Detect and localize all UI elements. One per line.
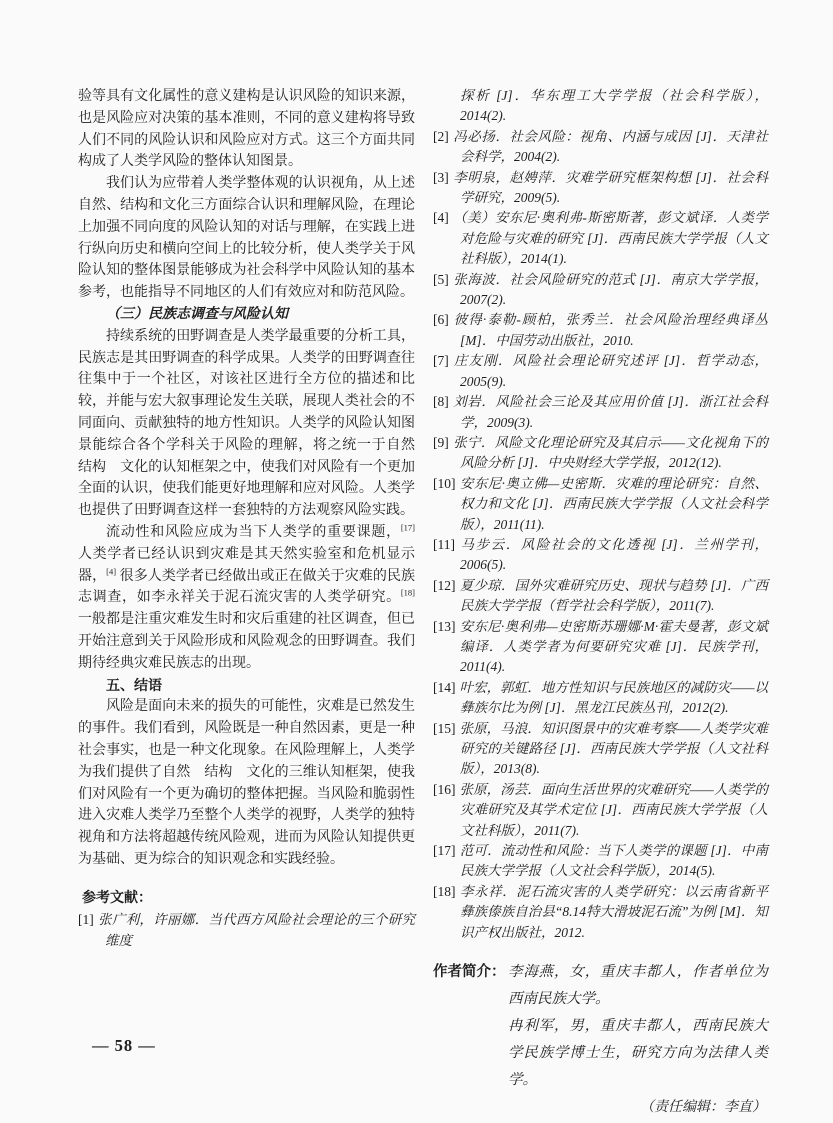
section-heading-ethnography: （三）民族志调查与风险认知 — [106, 306, 288, 322]
reference-text: 彼得·泰勒-顾柏，张秀兰．社会风险治理经典译丛 [M]．中国劳动出版社，2010. — [452, 312, 768, 348]
reference-item-1 — [78, 910, 415, 951]
reference-number: [5] — [433, 271, 449, 287]
reference-item-1-continuation — [433, 86, 768, 127]
citation-superscript-17: [17] — [400, 522, 415, 533]
two-column-body — [78, 86, 768, 1120]
section-heading-conclusion: 五、结语 — [106, 676, 162, 693]
reference-item-9 — [433, 433, 768, 474]
reference-item-15 — [433, 719, 768, 780]
reference-item-13 — [433, 617, 768, 678]
citation-superscript-18: [18] — [400, 587, 415, 598]
reference-text: 庄友刚．风险社会理论研究述评 [J]．哲学动态，2005(9). — [452, 353, 768, 389]
paragraph-holistic-view: 我们认为应带着人类学整体观的认识视角，从上述自然、结构和文化三方面综合认识和理解风险，在理论上加强不同向度的风险认知的对话与理解，在实践上进行纵向历史和横向空间上的比较分析，使人类学关于风险认知的整体图景能够成为社会科学中风险认知的基本参考，也能指导不同地区的人们有效应对和防范风险。 — [78, 176, 415, 301]
page-number: — 58 — — [92, 1036, 156, 1055]
reference-text: 李永祥．泥石流灾害的人类学研究：以云南省新平彝族傣族自治县“8.14特大滑坡泥石流”为例 [M]．知识产权出版社，2012. — [459, 883, 768, 940]
reference-number: [8] — [433, 394, 449, 410]
reference-number: [12] — [433, 577, 456, 593]
reference-text: 冯必扬．社会风险：视角、内涵与成因 [J]．天津社会科学，2004(2). — [452, 128, 768, 165]
reference-number: [16] — [433, 781, 456, 797]
reference-number: [13] — [433, 618, 456, 634]
reference-number: [9] — [433, 434, 449, 450]
paragraph-continuation: 验等具有文化属性的意义建构是认识风险的知识来源，也是风险应对决策的基本准则，不同的意义建构将导致人们不同的风险认识和风险应对方式。这三个方面共同构成了人类学风险的整体认知图景。 — [78, 89, 415, 170]
reference-text: 刘岩．风险社会三论及其应用价值 [J]．浙江社会科学，2009(3). — [452, 394, 768, 430]
paragraph-text: 很多人类学者已经做出或正在做关于灾难的民族志调查，如李永祥关于泥石流灾害的人类学研究。 — [78, 568, 416, 606]
reference-text: 张宁．风险文化理论研究及其启示——文化视角下的风险分析 [J]．中央财经大学学报，2012(12). — [452, 434, 768, 471]
left-column — [78, 86, 429, 1120]
right-column — [433, 86, 768, 1120]
reference-text: 安东尼·奥利弗—史密斯苏珊娜·M·霍夫曼著，彭文斌编译．人类学者为何要研究灾难 [J]．民族学刊，2011(4). — [459, 618, 768, 675]
reference-item-18 — [433, 882, 768, 943]
author-bio-entry-2: 冉利军，男，重庆丰都人，西南民族大学民族学博士生，研究方向为法律人类学。 — [508, 1018, 768, 1089]
reference-number: [17] — [433, 843, 456, 859]
reference-text: 叶宏，郭虹．地方性知识与民族地区的减防灾——以彝族尔比为例 [J]．黑龙江民族丛刊，2012(2). — [459, 679, 768, 716]
citation-superscript-4: [4] — [106, 565, 117, 576]
reference-item-7 — [433, 351, 768, 392]
reference-item-8 — [433, 392, 768, 433]
reference-text: 张原，马浪．知识图景中的灾难考察——人类学灾难研究的关键路径 [J]．西南民族大学学报（人文社科版），2013(8). — [459, 720, 768, 777]
reference-number: [15] — [433, 720, 456, 736]
reference-item-16 — [433, 780, 768, 841]
paragraph-text: 人类学者已经认识到灾难是其天然实验室和危机显示器， — [78, 546, 415, 584]
reference-item-10 — [433, 474, 768, 535]
paragraph-conclusion: 风险是面向未来的损失的可能性，灾难是已然发生的事件。我们看到，风险既是一种自然因素，更是一种社会事实，也是一种文化现象。在风险理解上，人类学为我们提供了自然 结构 文化的三维认知框架，使我们对风险有一个更为确切的整体把握。当风险和脆弱性进入灾难人类学乃至整个人类学的视野，人类学的独特视角和方法将超越传统风险观，进而为风险认知提供更为基础、更为综合的知识观念和实践经验。 — [78, 699, 415, 867]
reference-number: [2] — [433, 128, 449, 144]
author-bio — [433, 959, 768, 1094]
reference-number: [6] — [433, 312, 449, 328]
reference-item-6 — [433, 310, 768, 351]
reference-item-11 — [433, 535, 768, 576]
references-heading: 参考文献： — [82, 888, 152, 905]
paragraph-mobility-risk — [78, 522, 415, 675]
reference-item-12 — [433, 576, 768, 617]
reference-item-5 — [433, 270, 768, 311]
reference-text: 张原，汤芸．面向生活世界的灾难研究——人类学的灾难研究及其学术定位 [J]．西南民族大学学报（人文社科版），2011(7). — [459, 781, 768, 838]
reference-number: [1] — [78, 912, 94, 928]
reference-number: [11] — [433, 536, 455, 552]
reference-item-4 — [433, 208, 768, 269]
reference-text: 张海波．社会风险研究的范式 [J]．南京大学学报，2007(2). — [452, 271, 768, 308]
reference-number: [4] — [433, 210, 449, 226]
reference-number: [18] — [433, 883, 456, 899]
reference-number: [3] — [433, 169, 449, 185]
reference-text: 范可．流动性和风险：当下人类学的课题 [J]．中南民族大学学报（人文社会科学版），2014(5). — [459, 843, 768, 879]
author-bio-label: 作者简介： — [433, 964, 506, 981]
reference-text: 张广利，许丽娜．当代西方风险社会理论的三个研究维度 — [97, 912, 415, 948]
reference-text: 夏少琼．国外灾难研究历史、现状与趋势 [J]．广西民族大学学报（哲学社会科学版），2011(7). — [459, 577, 768, 614]
paragraph-fieldwork: 持续系统的田野调查是人类学最重要的分析工具，民族志是其田野调查的科学成果。人类学的田野调查往往集中于一个社区，对该社区进行全方位的描述和比较，并能与宏大叙事理论发生关联，展现人类社会的不同面向、贡献独特的地方性知识。人类学的风险认知图景能综合各个学科关于风险的理解，将之统一于自然 结构 文化的认知框架之中，使我们对风险有一个更加全面的认识，使我们能更好地理解和应对风险。人类学也提供了田野调查这样一套独特的方法观察风险实践。 — [78, 328, 429, 519]
reference-text: 安东尼·奥立佛—史密斯．灾难的理论研究：自然、权力和文化 [J]．西南民族大学学报（人文社会科学版），2011(11). — [459, 475, 768, 532]
reference-text: 李明泉，赵娉萍．灾难学研究框架构想 [J]．社会科学研究，2009(5). — [452, 169, 768, 206]
paragraph-text: 一般都是注重灾难发生时和灾后重建的社区调查，但已开始注意到关于风险形成和风险观念的田野调查。我们期待经典灾难民族志的出现。 — [78, 612, 415, 671]
reference-text: 探析 [J]．华东理工大学学报（社会科学版），2014(2). — [460, 88, 768, 124]
paragraph-text: 流动性和风险应成为当下人类学的重要课题， — [106, 524, 401, 540]
reference-number: [7] — [433, 353, 449, 369]
editor-credit: （责任编辑：李直） — [640, 1100, 766, 1116]
reference-text: （美）安东尼·奥利弗-斯密斯著，彭文斌译．人类学对危险与灾难的研究 [J]．西南民族大学学报（人文社科版），2014(1). — [452, 210, 768, 267]
reference-text: 马步云．风险社会的文化透视 [J]．兰州学刊，2006(5). — [459, 536, 768, 573]
reference-item-17 — [433, 841, 768, 882]
reference-item-2 — [433, 127, 768, 168]
author-bio-entry-1: 李海燕，女，重庆丰都人，作者单位为西南民族大学。 — [508, 964, 768, 1008]
reference-item-3 — [433, 168, 768, 209]
reference-number: [14] — [433, 679, 456, 695]
reference-item-14 — [433, 678, 768, 719]
reference-number: [10] — [433, 475, 456, 491]
